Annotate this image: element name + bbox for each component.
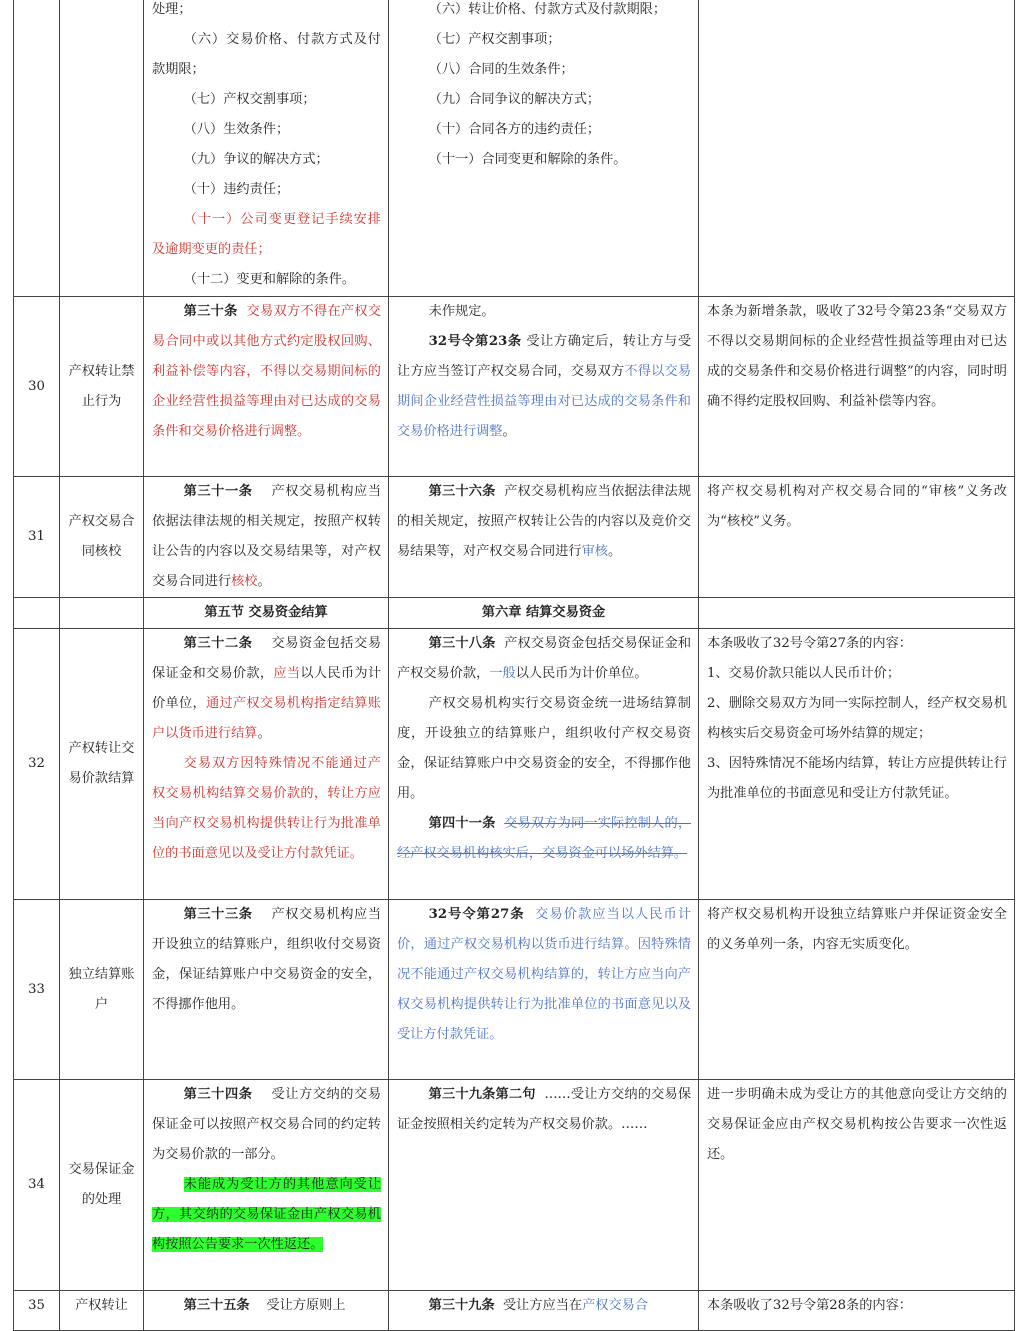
- article-number: 32号令第23条: [428, 334, 522, 349]
- changed-text: 审核: [581, 544, 608, 559]
- new-rule-cell: 第三十一条 产权交易机构应当依据法律法规的相关规定，按照产权转让公告的内容以及交易结果等，对产权交易合同进行核校。: [144, 477, 389, 598]
- section-heading-new: 第五节 交易资金结算: [144, 598, 389, 629]
- table-row: [14, 0, 1015, 297]
- new-rule-cell: 第三十四条 受让方交纳的交易保证金可以按照产权交易合同的约定转为交易价款的一部分。 未能成为受让方的其他意向受让方，其交纳的交易保证金由产权交易机构按照公告要求一次性返还。: [144, 1080, 389, 1291]
- old-rule-cell: 第三十八条 产权交易资金包括交易保证金和产权交易价款，一般以人民币为计价单位。 产权交易机构实行交易资金统一进场结算制度，开设独立的结算账户，组织收付产权交易资金，保证结算账户中交易资金的安全，不得挪作他用。 第四十一条 交易双方为同一实际控制人的，经产权交易机构核实后，交易资金可以场外结算。: [389, 629, 699, 900]
- old-rule-cell: 第三十六条 产权交易机构应当依据法律法规的相关规定，按照产权转让公告的内容以及竞价交易结果等，对产权交易合同进行审核。: [389, 477, 699, 598]
- note-cell: 本条吸收了32号令第27条的内容： 1、交易价款只能以人民币计价； 2、删除交易双方为同一实际控制人，经产权交易机构核实后交易资金可场外结算的规定； 3、因特殊情况不能场内结算，转让方应提供转让行为批准单位的书面意见和受让方付款凭证。: [699, 629, 1015, 900]
- text-line: （九）合同争议的解决方式；: [428, 92, 601, 107]
- text-line: 产权交易机构实行交易资金统一进场结算制度，开设独立的结算账户，组织收付产权交易资金，保证结算账户中交易资金的安全，不得挪作他用。: [397, 696, 691, 801]
- article-number: 第四十一条: [428, 816, 496, 831]
- text-line: （十二）变更和解除的条件。: [183, 272, 356, 287]
- table-row: [14, 629, 1015, 900]
- article-number: 第三十一条: [183, 484, 253, 499]
- text-line: 处理；: [152, 2, 192, 17]
- article-number: 第三十八条: [428, 636, 496, 651]
- added-text: 应当: [273, 666, 301, 681]
- highlighted-text: 未能成为受让方的其他意向受让方，其交纳的交易保证金由产权交易机构按照公告要求一次性返还。: [152, 1177, 381, 1252]
- old-rule-cell: [389, 900, 699, 1080]
- text-line: （七）产权交割事项；: [428, 32, 561, 47]
- article-number: 第三十二条: [183, 636, 253, 651]
- article-number: 32号令第27条: [428, 907, 525, 922]
- article-number: 第三十九条第二句: [428, 1087, 536, 1102]
- article-number: 第三十九条: [428, 1298, 495, 1313]
- section-heading-row: [14, 598, 1015, 629]
- changed-text: 一般: [489, 666, 516, 681]
- article-number: 第三十六条: [428, 484, 496, 499]
- article-number: 第三十条: [183, 304, 238, 319]
- old-rule-cell: 未作规定。 32号令第23条 受让方确定后，转让方与受让方应当签订产权交易合同，交易双方不得以交易期间企业经营性损益等理由对已达成的交易条件和交易价格进行调整。: [389, 297, 699, 477]
- text-line: （十一）合同变更和解除的条件。: [428, 152, 627, 167]
- new-rule-cell: [144, 0, 389, 297]
- row-number: 31: [14, 477, 60, 598]
- row-number: 34: [14, 1080, 60, 1291]
- added-text: 通过产权交易机构指定结算账户以货币进行结算: [152, 696, 381, 741]
- text-line: （六）交易价格、付款方式及付款期限；: [152, 32, 381, 77]
- text-line: （七）产权交割事项；: [183, 92, 316, 107]
- article-number: 第三十三条: [183, 907, 253, 922]
- row-item: 产权交易合同核校: [60, 477, 144, 598]
- new-rule-cell: [144, 297, 389, 477]
- text-line: （八）合同的生效条件；: [428, 62, 574, 77]
- section-heading-old: 第六章 结算交易资金: [389, 598, 699, 629]
- row-number: 35: [14, 1291, 60, 1331]
- new-rule-cell: 第三十五条 受让方原则上: [144, 1291, 389, 1331]
- added-text: （十一）公司变更登记手续安排及逾期变更的责任；: [152, 212, 381, 257]
- row-item: 产权转让交易价款结算: [60, 629, 144, 900]
- text-line: （八）生效条件；: [183, 122, 290, 137]
- added-text: 核校: [231, 574, 258, 589]
- table-row: [14, 1080, 1015, 1291]
- text-line: 未作规定。: [428, 304, 495, 319]
- table-row: [14, 900, 1015, 1080]
- text-line: （十）违约责任；: [183, 182, 290, 197]
- row-number: 33: [14, 900, 60, 1080]
- old-rule-cell: 第三十九条第二句 ……受让方交纳的交易保证金按照相关约定转为产权交易价款。……: [389, 1080, 699, 1291]
- new-rule-cell: 第三十三条 产权交易机构应当开设独立的结算账户，组织收付交易资金，保证结算账户中交易资金的安全，不得挪作他用。: [144, 900, 389, 1080]
- text-line: （十）合同各方的违约责任；: [428, 122, 601, 137]
- table-row: [14, 1291, 1015, 1331]
- new-rule-cell: 第三十二条 交易资金包括交易保证金和交易价款，应当以人民币为计价单位，通过产权交易机构指定结算账户以货币进行结算。 交易双方因特殊情况不能通过产权交易机构结算交易价款的，转让方应当向产权交易机构提供转让行为批准单位的书面意见以及受让方付款凭证。: [144, 629, 389, 900]
- old-rule-cell: 第三十九条 受让方应当在产权交易合: [389, 1291, 699, 1331]
- regulation-comparison-table: [13, 0, 1015, 1331]
- row-item: [60, 598, 144, 629]
- note-cell: 本条吸收了32号令第28条的内容：: [699, 1291, 1015, 1331]
- row-number: [14, 0, 60, 297]
- added-text: 交易双方不得在产权交易合同中或以其他方式约定股权回购、利益补偿等内容，不得以交易期间标的企业经营性损益等理由对已达成的交易条件和交易价格进行调整。: [152, 304, 382, 439]
- table-row: [14, 297, 1015, 477]
- changed-text: 产权交易合: [582, 1298, 649, 1313]
- row-item: 产权转让: [60, 1291, 144, 1331]
- old-rule-cell: [389, 0, 699, 297]
- note-cell: 本条为新增条款，吸收了32号令第23条“交易双方不得以交易期间标的企业经营性损益等理由对已达成的交易条件和交易价格进行调整”的内容，同时明确不得约定股权回购、利益补偿等内容。: [699, 297, 1015, 477]
- text-line: 受让方确定后，转让方与受让方应当签订产权交易合同，交易双方: [397, 334, 692, 379]
- changed-text: 交易价款应当以人民币计价，通过产权交易机构以货币进行结算。因特殊情况不能通过产权交易机构结算的，转让方应当向产权交易机构提供转让行为批准单位的书面意见以及受让方付款凭证。: [397, 907, 692, 1042]
- text-line: （九）争议的解决方式；: [183, 152, 329, 167]
- row-item: 交易保证金的处理: [60, 1080, 144, 1291]
- added-text: 交易双方因特殊情况不能通过产权交易机构结算交易价款的，转让方应当向产权交易机构提供转让行为批准单位的书面意见以及受让方付款凭证。: [152, 756, 381, 861]
- changed-text: 不得以交易期间企业经营性损益等理由对已达成的交易条件和交易价格进行调整: [397, 364, 692, 439]
- note-cell: [699, 0, 1015, 297]
- row-item: 独立结算账户: [60, 900, 144, 1080]
- table-row: [14, 477, 1015, 598]
- row-number: [14, 598, 60, 629]
- article-number: 第三十四条: [183, 1087, 253, 1102]
- article-number: 第三十五条: [183, 1298, 250, 1313]
- note-cell: [699, 598, 1015, 629]
- note-cell: 进一步明确未成为受让方的其他意向受让方交纳的交易保证金应由产权交易机构按公告要求一次性返还。: [699, 1080, 1015, 1291]
- row-item: 产权转让禁止行为: [60, 297, 144, 477]
- note-cell: 将产权交易机构开设独立结算账户并保证资金安全的义务单列一条，内容无实质变化。: [699, 900, 1015, 1080]
- row-item: [60, 0, 144, 297]
- row-number: 30: [14, 297, 60, 477]
- text-line: （六）转让价格、付款方式及付款期限；: [428, 2, 667, 17]
- deleted-text: 交易双方为同一实际控制人的，经产权交易机构核实后，交易资金可以场外结算。: [397, 816, 692, 861]
- row-number: 32: [14, 629, 60, 900]
- note-cell: 将产权交易机构对产权交易合同的“审核”义务改为“核校”义务。: [699, 477, 1015, 598]
